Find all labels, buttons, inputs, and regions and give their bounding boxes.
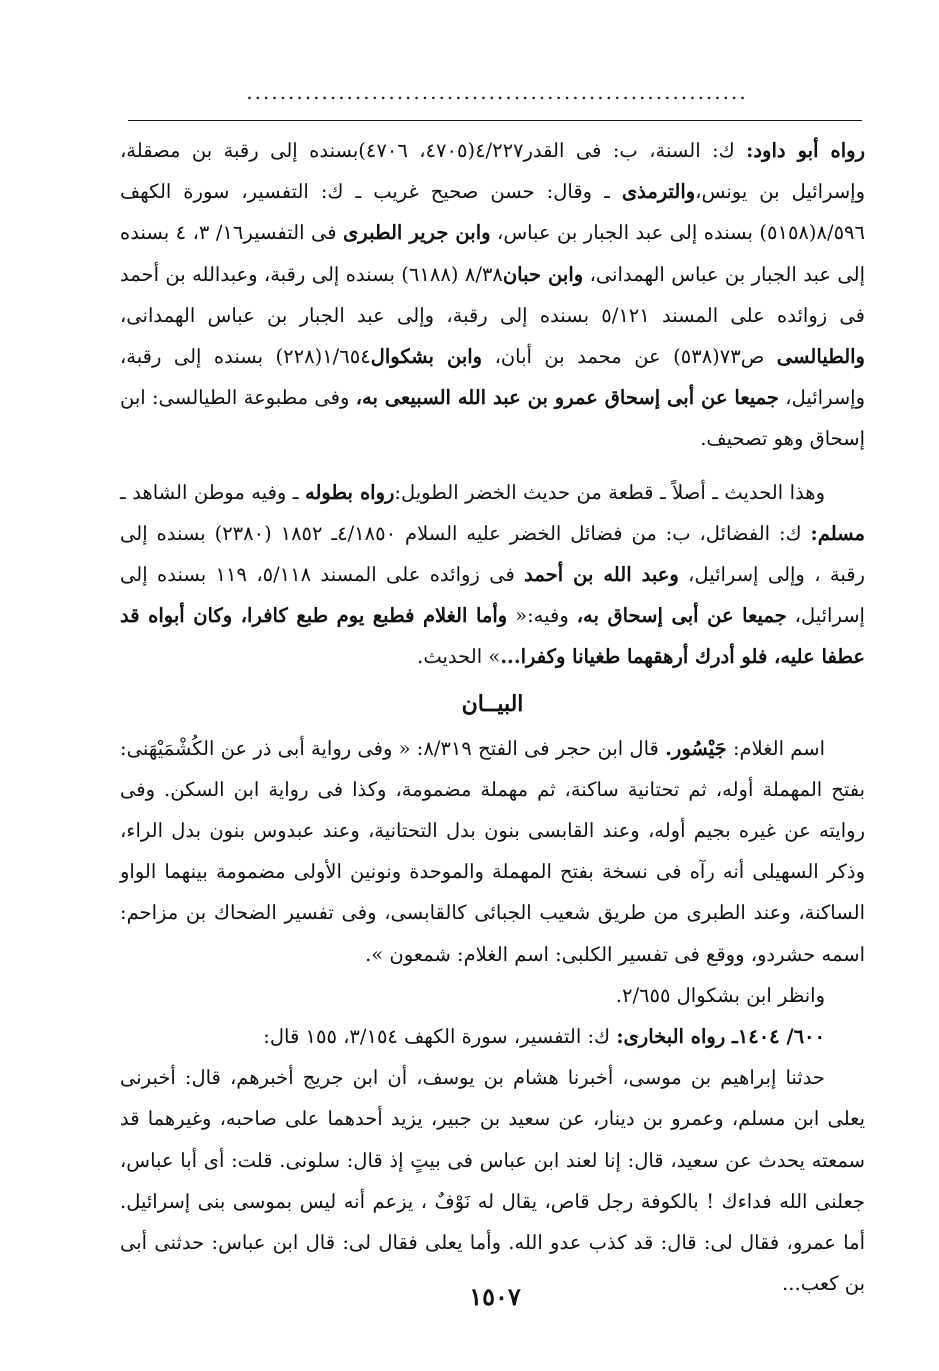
abu-dawud-paragraph-run-7: ٨/٣٨ (٦١٨٨) بسنده إلى رقبة، وعبدالله بن أحمد فى زوائده على المسند ٥/١٢١ بسنده إلى رقبة، وإلى عبد الجبار بن عباس الهمدانى، [120, 262, 866, 327]
bukhari-text-paragraph-run-0: حدثنا إبراهيم بن موسى، أخبرنا هشام بن يوسف، أن ابن جريج أخبرهم، قال: أخبرنى يعلى ابن مسلم، وعمرو بن دينار، عن سعيد بن جبير، يزيد أحدهما على صاحبه، وغيرهما قد سمعته يحدث عن سعيد، قال: إنا لعند ابن عباس فى بيتٍ إذ قال: سلونى. قلت: أى أبا عباس، جعلنى الله فداءك ! بالكوفة رجل قاص، يقال له نَوْفٌ ، يزعم أنه ليس بموسى بنى إسرائيل. أما عمرو، فقال لى: قال: قد كذب عدو الله. وأما يعلى فقال لى: قال ابن عباس: حدثنى أبى بن كعب... [120, 1066, 865, 1296]
muslim-paragraph-run-5: وعبد الله بن أحمد [524, 563, 679, 587]
bayan-heading-run-0: البيــان [461, 690, 524, 717]
abu-dawud-paragraph-run-0: رواه أبو داود: [746, 139, 865, 162]
muslim-paragraph-run-4: ك: الفضائل، ب: من فضائل الخضر عليه السلام ٤/١٨٥٠ـ ١٨٥٢ (٢٣٨٠) بسنده إلى رقبة ، وإلى إسرائيل، [120, 521, 865, 587]
hadith-600-heading [120, 1016, 865, 1057]
muslim-paragraph-run-1: رواه بطوله [304, 480, 395, 504]
muslim-paragraph-run-3: مسلم: [810, 521, 865, 545]
abu-dawud-paragraph-run-12: جميعا عن أبى إسحاق عمرو بن عبد الله السبيعى به، [355, 386, 779, 410]
abu-dawud-paragraph-run-13: وفى مطبوعة الطيالسى: ابن إسحاق وهو تصحيف. [120, 386, 865, 451]
ghulam-name-paragraph-run-2: قال ابن حجر فى الفتح ٨/٣١٩: « وفى رواية أبى ذر عن الكُشْمَيْهَنى: بفتح المهملة أوله، ثم تحتانية ساكنة، ثم مهملة مضمومة، وكذا فى رواية ابن السكن. وفى روايته عن غيره بجيم أوله، وعند القابسى بنون بدل التحتانية، وعند عبدوس بنون بدل الراء، وذكر السهيلى أنه رآه فى نسخة بفتح المهملة والموحدة ونونين الأولى مضمومة بينهما الواو الساكنة، وعند الطبرى من طريق شعيب الجبائى كالقابسى، وفى تفسير الضحاك بن مزاحم: اسمه حشردو، ووقع فى تفسير الكلبى: اسم الغلام: شمعون ». [120, 736, 865, 966]
hadith-600-heading-run-0: ٦٠٠/ ١٤٠٤ـ رواه البخارى: [616, 1025, 825, 1049]
ibn-bashkuwal-line [120, 975, 865, 1016]
header-dotted-line: ............................................................ [246, 82, 748, 102]
abu-dawud-paragraph-run-8: والطيالسى [776, 345, 865, 369]
abu-dawud-paragraph-run-6: وابن حبان [502, 262, 584, 286]
muslim-paragraph [120, 472, 865, 678]
abu-dawud-paragraph-run-5: فى التفسير١٦/ ٣، ٤ بسنده إلى عبد الجبار بن عباس الهمدانى، [120, 221, 865, 286]
abu-dawud-paragraph [120, 130, 865, 460]
muslim-paragraph-run-9: وأما الغلام فطبع يوم طبع كافرا، وكان أبواه قد عطفا عليه، فلو أدرك أرهقهما طغيانا وكفرا... [120, 604, 865, 669]
muslim-paragraph-run-0: وهذا الحديث ـ أصلاً ـ قطعة من حديث الخضر الطويل: [394, 480, 826, 504]
ghulam-name-paragraph-run-0: اسم الغلام: [726, 736, 825, 760]
hadith-600-heading-run-1: ك: التفسير، سورة الكهف ٣/١٥٤، ١٥٥ قال: [263, 1025, 617, 1049]
muslim-paragraph-run-6: فى زوائده على المسند ٥/١١٨، ١١٩ بسنده إلى إسرائيل، [120, 563, 865, 628]
ghulam-name-paragraph [120, 728, 865, 975]
abu-dawud-paragraph-run-10: وابن بشكوال [370, 345, 483, 369]
abu-dawud-paragraph-run-9: ص٧٣(٥٣٨) عن محمد بن أبان، [482, 345, 777, 369]
abu-dawud-paragraph-run-3: ـ وقال: حسن صحيح غريب ـ ك: التفسير، سورة الكهف ٨/٥٩٦(٥١٥٨) بسنده إلى عبد الجبار بن عباس، [120, 180, 865, 245]
ibn-bashkuwal-line-run-0: وانظر ابن بشكوال ٢/٦٥٥. [615, 983, 825, 1007]
page-body [120, 130, 865, 1304]
muslim-paragraph-run-7: جميعا عن أبى إسحاق به، [576, 604, 787, 628]
muslim-paragraph-run-2: ـ وفيه موطن الشاهد ـ [120, 480, 305, 504]
abu-dawud-paragraph-run-11: ١/٦٥٤(٢٢٨) بسنده إلى رقبة، وإسرائيل، [120, 345, 866, 410]
abu-dawud-paragraph-run-2: والترمذى [621, 180, 696, 204]
muslim-paragraph-run-10: » الحديث. [417, 645, 501, 669]
ghulam-name-paragraph-run-1: جَيْسُور. [665, 736, 727, 760]
abu-dawud-paragraph-run-1: ك: السنة، ب: فى القدر٤/٢٢٧(٤٧٠٥، ٤٧٠٦)بسنده إلى رقبة بن مصقلة، وإسرائيل بن يونس، [120, 139, 866, 204]
bayan-heading [120, 684, 865, 724]
abu-dawud-paragraph-run-4: وابن جرير الطبرى [343, 221, 491, 245]
muslim-paragraph-run-8: وفيه:« [507, 604, 577, 628]
page-number: ١٥٠٧ [469, 1282, 521, 1311]
bukhari-text-paragraph [120, 1057, 865, 1304]
header-rule [128, 120, 862, 121]
